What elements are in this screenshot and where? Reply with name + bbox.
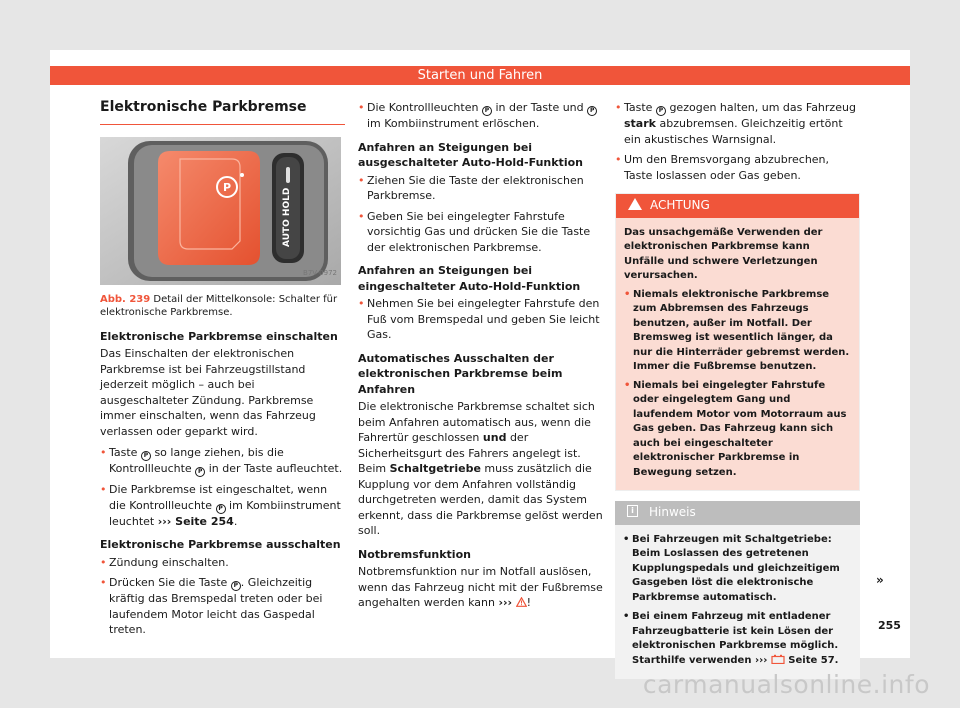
parking-brake-icon: P (482, 106, 492, 116)
page-reference-link[interactable]: ››› Seite 254 (157, 514, 234, 528)
caption-text: Detail der Mittelkonsole: Schalter für elektronische Parkbremse. (100, 293, 338, 318)
list-item: • Taste P so lange ziehen, bis die Kontrollleuchte P in der Taste aufleuchtet. (100, 445, 345, 477)
figure-parking-brake (100, 137, 341, 285)
caption-label: Abb. 239 (100, 293, 151, 305)
para-emergency-brake: Notbremsfunktion nur im Notfall auslösen, wenn das Fahrzeug nicht mit der Fußbremse angehalten werden kann ››› ! (358, 565, 603, 609)
info-icon: i (627, 505, 638, 517)
list-item: • Niemals elektronische Parkbremse zum Abbremsen des Fahrzeugs benutzen, außer im Notfall. Der Bremsweg ist wesentlich länger, da nur die Hinterräder gebremst werden. Immer die Fußbremse benutzen. (624, 288, 851, 375)
list-item: • Bei einem Fahrzeug mit entladener Fahrzeugbatterie ist kein Lösen der elektronischen Parkbremse möglich. Starthilfe verwenden ››› Seite 57. (623, 610, 852, 668)
list-item: • Bei Fahrzeugen mit Schaltgetriebe: Beim Loslassen des getretenen Kupplungspedals und gleichzeitigem Gasgeben löst die elektronische Parkbremse automatisch. (623, 533, 852, 606)
car-battery-icon (771, 654, 785, 664)
list-item: • Geben Sie bei eingelegter Fahrstufe vorsichtig Gas und drücken Sie die Taste der elektronischen Parkbremse. (358, 209, 603, 256)
parking-brake-icon: P (587, 106, 597, 116)
list-item: • Ziehen Sie die Taste der elektronischen Parkbremse. (358, 173, 603, 204)
list-item: • Um den Bremsvorgang abzubrechen, Taste loslassen oder Gas geben. (615, 152, 860, 183)
heading-brake-off: Elektronische Parkbremse ausschalten (100, 538, 341, 551)
heading-auto-release: Automatisches Ausschalten der elektronischen Parkbremse beim Anfahren (358, 351, 563, 396)
warning-body: Das unsachgemäße Verwenden der elektronischen Parkbremse kann Unfälle und schwere Verletzungen verursachen. • Niemals elektronische Parkbremse zum Abbremsen des Fahrzeugs benutzen, außer im Notfall. Der Bremsweg ist wesentlich länger, da nur die Hinterräder gebremst werden. Immer die Fußbremse benutzen. • Niemals bei eingelegter Fahrstufe oder eingelegtem Gang und laufendem Motor vom Motorraum aus Gas geben. Das Fahrzeug kann sich auch bei eingeschalteter elektronischer Parkbremse in Bewegung setzen. (616, 218, 859, 491)
console-illustration (100, 137, 341, 285)
column-1 (100, 100, 345, 643)
figure-caption (100, 293, 345, 319)
parking-brake-icon: P (141, 451, 151, 461)
parking-brake-icon: P (656, 106, 666, 116)
para-auto-release: Die elektronische Parkbremse schaltet sich beim Anfahren automatisch aus, wenn die Fahrertür geschlossen und der Sicherheitsgurt des Fahrers angelegt ist. Beim Schaltgetriebe muss zusätzlich die Kupplung vor dem Anfahren vollständig durchgetreten werden, damit das System erkennt, dass die Parkbremse gelöst werden soll. (358, 400, 603, 537)
parking-brake-icon: P (195, 467, 205, 477)
warning-reference-link[interactable]: ››› (498, 596, 513, 609)
brake-symbol-text: P (222, 180, 232, 194)
column-2 (358, 100, 603, 617)
list-item: • Die Kontrollleuchten P in der Taste und P im Kombiinstrument erlöschen. (358, 100, 603, 132)
chapter-header: Starten und Fahren (50, 66, 910, 85)
page-number: 255 (878, 619, 901, 632)
section-title: Elektronische Parkbremse (100, 100, 345, 125)
heading-hill-start-on: Anfahren an Steigungen bei eingeschalteter Auto-Hold-Funktion (358, 264, 581, 293)
list-item: • Taste P gezogen halten, um das Fahrzeug stark abzubremsen. Gleichzeitig ertönt ein akustisches Warnsignal. (615, 100, 860, 147)
list-item: • Nehmen Sie bei eingelegter Fahrstufe den Fuß vom Bremspedal und geben Sie leicht Gas. (358, 296, 603, 343)
list-item: • Die Parkbremse ist eingeschaltet, wenn die Kontrollleuchte P im Kombiinstrument leuchtet ››› Seite 254. (100, 482, 345, 529)
heading-hill-start-off: Anfahren an Steigungen bei ausgeschalteter Auto-Hold-Funktion (358, 140, 583, 169)
watermark: carmanualsonline.info (642, 670, 930, 699)
note-header: i Hinweis (615, 501, 860, 525)
para-brake-on: Das Einschalten der elektronischen Parkbremse ist bei Fahrzeugstillstand jederzeit möglich – auch bei ausgeschalteter Zündung. Parkbremse immer einschalten, wenn das Fahrzeug verlassen oder geparkt wird. (100, 347, 316, 438)
auto-hold-label: AUTO HOLD (282, 187, 292, 247)
warning-box (615, 193, 860, 491)
warning-triangle-icon (516, 597, 527, 607)
heading-brake-on: Elektronische Parkbremse einschalten (100, 329, 338, 343)
note-body (615, 525, 860, 680)
parking-brake-icon: P (216, 504, 226, 514)
list-item: • Drücken Sie die Taste P . Gleichzeitig kräftig das Bremspedal treten oder bei laufendem Motor leicht das Gaspedal treten. (100, 575, 345, 638)
warning-triangle-icon (628, 198, 642, 210)
warning-header: ACHTUNG (616, 194, 859, 218)
continue-mark: » (876, 573, 884, 587)
list-item: • Niemals bei eingelegter Fahrstufe oder eingelegtem Gang und laufendem Motor vom Motorraum aus Gas geben. Das Fahrzeug kann sich auch bei eingeschalteter elektronischer Parkbremse in Bewegung setzen. (624, 379, 851, 481)
page-reference-link[interactable]: Seite 57 (788, 654, 835, 666)
note-box (615, 501, 860, 679)
parking-brake-icon: P (231, 581, 241, 591)
list-item: • Zündung einschalten. (100, 555, 345, 571)
column-3 (615, 100, 860, 679)
heading-emergency-brake: Notbremsfunktion (358, 547, 471, 561)
figure-code: B7V-0972 (303, 269, 337, 277)
